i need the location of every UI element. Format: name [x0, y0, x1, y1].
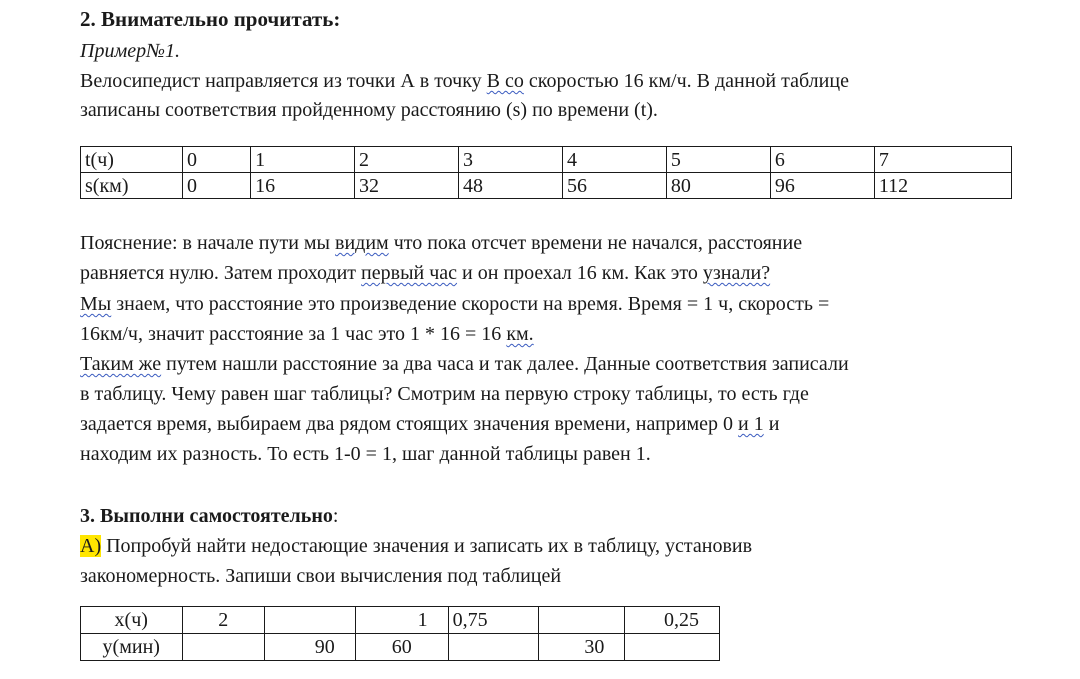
table-cell[interactable]: [265, 607, 356, 634]
table-row: [81, 607, 720, 634]
table-cell: 90: [265, 634, 356, 661]
example-label: Пример№1.: [80, 40, 180, 62]
table-cell: 0: [183, 173, 251, 199]
table-cell: 3: [459, 147, 563, 173]
table-cell: 0,75: [448, 607, 539, 634]
table-row: [81, 147, 1012, 173]
explanation-line-6: в таблицу. Чему равен шаг таблицы? Смотрим на первую строку таблицы, то есть где: [80, 383, 809, 405]
table-cell: 30: [539, 634, 625, 661]
section-2-heading: 2. Внимательно прочитать:: [80, 7, 341, 31]
task-text-line-2: записаны соответствия пройденному расстоянию (s) по времени (t).: [80, 99, 658, 121]
distance-time-table: [80, 146, 1012, 199]
table-cell: у(мин): [81, 634, 183, 661]
table-cell: 5: [666, 147, 770, 173]
table-cell: 0,25: [625, 607, 720, 634]
explanation-line-7: задается время, выбираем два рядом стоящих значения времени, например 0 и 1 и: [80, 413, 780, 435]
section-3-task-line-1: А) Попробуй найти недостающие значения и записать их в таблицу, установив: [80, 535, 753, 557]
explanation-line-8: находим их разность. То есть 1-0 = 1, шаг данной таблицы равен 1.: [80, 443, 651, 465]
table-cell: 6: [770, 147, 874, 173]
table-cell[interactable]: [539, 607, 625, 634]
table-cell: t(ч): [81, 147, 183, 173]
table-cell: 1: [355, 607, 448, 634]
table-cell: 96: [770, 173, 874, 199]
table-cell: 60: [355, 634, 448, 661]
table-cell: х(ч): [81, 607, 183, 634]
table-cell: 2: [182, 607, 265, 634]
exercise-table: [80, 606, 720, 661]
explanation-line-2: равняется нулю. Затем проходит первый час и он проехал 16 км. Как это узнали?: [80, 262, 771, 284]
explanation-line-5: Таким же путем нашли расстояние за два часа и так далее. Данные соответствия записали: [80, 353, 849, 375]
section-3-heading: 3. Выполни самостоятельно:: [80, 505, 339, 527]
table-cell[interactable]: [625, 634, 720, 661]
explanation-line-4: 16км/ч, значит расстояние за 1 час это 1 * 16 = 16 км.: [80, 323, 534, 345]
table-cell[interactable]: [448, 634, 539, 661]
table-cell: 2: [355, 147, 459, 173]
explanation-line-1: Пояснение: в начале пути мы видим что пока отсчет времени не начался, расстояние: [80, 232, 803, 254]
table-cell: 48: [459, 173, 563, 199]
table-cell: 16: [251, 173, 355, 199]
explanation-line-3: Мы знаем, что расстояние это произведение скорости на время. Время = 1 ч, скорость =: [80, 293, 830, 315]
table-cell[interactable]: [182, 634, 265, 661]
task-label-highlight: А): [80, 535, 102, 557]
table-cell: s(км): [81, 173, 183, 199]
table-cell: 32: [355, 173, 459, 199]
table-cell: 1: [251, 147, 355, 173]
table-cell: 80: [666, 173, 770, 199]
section-3-task-line-2: закономерность. Запиши свои вычисления под таблицей: [80, 565, 562, 587]
table-cell: 4: [562, 147, 666, 173]
table-cell: 112: [874, 173, 1011, 199]
table-cell: 0: [183, 147, 251, 173]
table-cell: 7: [874, 147, 1011, 173]
table-row: [81, 173, 1012, 199]
table-cell: 56: [562, 173, 666, 199]
task-text-line-1: Велосипедист направляется из точки А в точку В со скоростью 16 км/ч. В данной таблице: [80, 70, 849, 92]
table-row: [81, 634, 720, 661]
